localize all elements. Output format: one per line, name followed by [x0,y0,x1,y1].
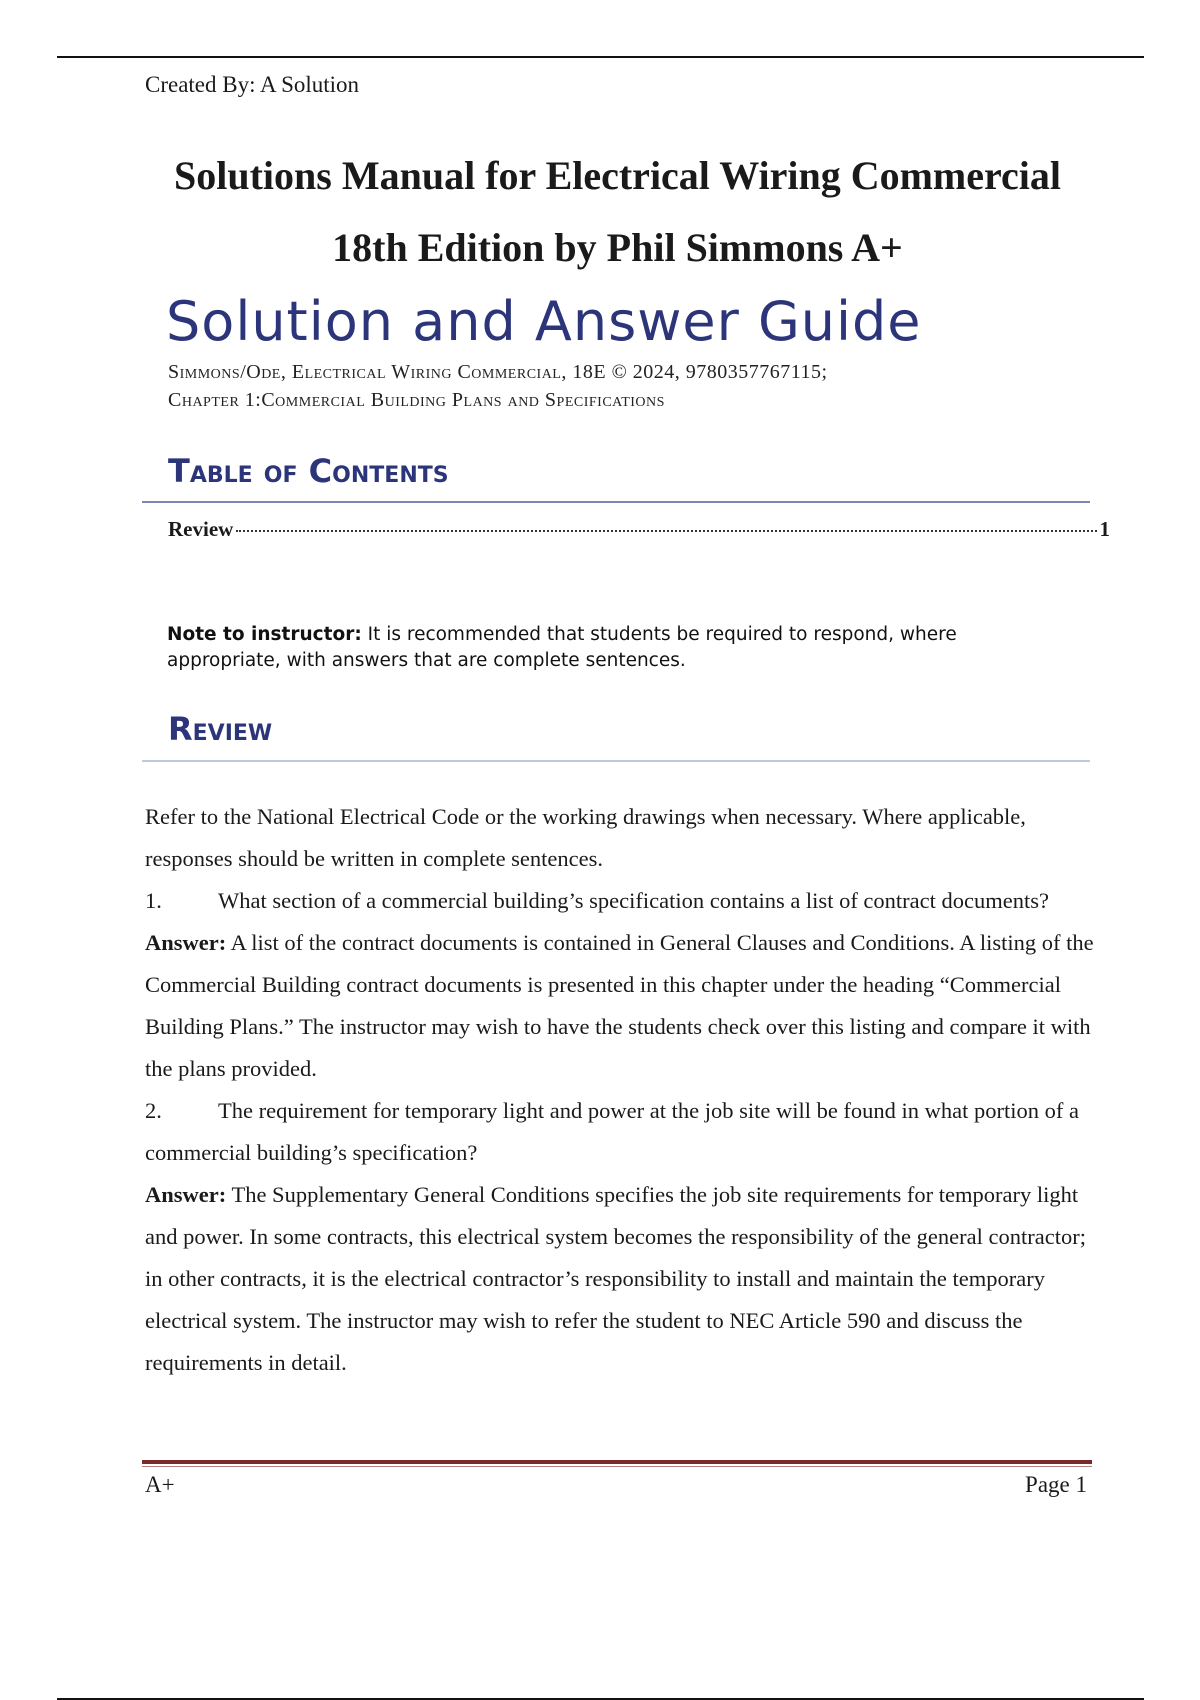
question-number: 2. [145,1098,162,1123]
question-2 [145,1090,1095,1174]
toc-entry-label: Review [168,517,234,541]
answer-label: Answer: [145,1182,227,1207]
document-title [145,140,1090,284]
question-text: The requirement for temporary light and power at the job site will be found in what portion of a commercial building’s specification? [145,1098,1080,1165]
footer-left: A+ [145,1472,175,1497]
answer-1 [145,922,1095,1090]
question-1 [145,880,1095,922]
guide-title: Solution and Answer Guide [166,290,922,353]
review-rule [142,760,1090,762]
question-number: 1. [145,888,162,913]
answer-text: A list of the contract documents is contained in General Clauses and Conditions. A listing of the Commercial Building contract documents is presented in this chapter under the heading “Commercial Building Plans.” The instructor may wish to have the students check over this listing and compare it with the plans provided. [145,930,1094,1081]
toc-entry-page: 1 [1099,517,1110,541]
title-line-1: Solutions Manual for Electrical Wiring Commercial [174,153,1061,198]
footer-rule-thin [142,1466,1092,1467]
guide-meta [168,358,1068,414]
meta-line-2: Chapter 1:Commercial Building Plans and Specifications [168,389,665,411]
review-body [145,796,1095,1384]
page-number: Page 1 [1025,1472,1087,1497]
meta-line-1: Simmons/Ode, Electrical Wiring Commercial, 18E © 2024, 9780357767115; [168,361,828,383]
instructor-note [167,622,1067,674]
note-text: It is recommended that students be required to respond, where appropriate, with answers that are complete sentences. [167,624,957,671]
answer-label: Answer: [145,930,227,955]
question-text: What section of a commercial building’s specification contains a list of contract documents? [218,888,1049,913]
answer-text: The Supplementary General Conditions specifies the job site requirements for temporary light and power. In some contracts, this electrical system becomes the responsibility of the general contractor; in other contracts, it is the electrical contractor’s responsibility to install and maintain the temporary electrical system. The instructor may wish to refer the student to NEC Article 590 and discuss the requirements in detail. [145,1182,1086,1375]
review-heading: Review [168,710,273,748]
top-rule [57,56,1144,58]
answer-2 [145,1174,1095,1384]
toc-heading: Table of Contents [168,452,449,490]
footer-rule [142,1460,1092,1464]
title-line-2: 18th Edition by Phil Simmons A+ [332,225,903,270]
created-by: Created By: A Solution [145,72,360,97]
toc-rule [142,501,1090,503]
note-label: Note to instructor: [167,624,362,645]
toc-dot-leader [236,530,1096,532]
review-intro: Refer to the National Electrical Code or the working drawings when necessary. Where applicable, responses should be written in complete sentences. [145,804,1026,871]
toc-entry-review[interactable] [168,517,1110,542]
